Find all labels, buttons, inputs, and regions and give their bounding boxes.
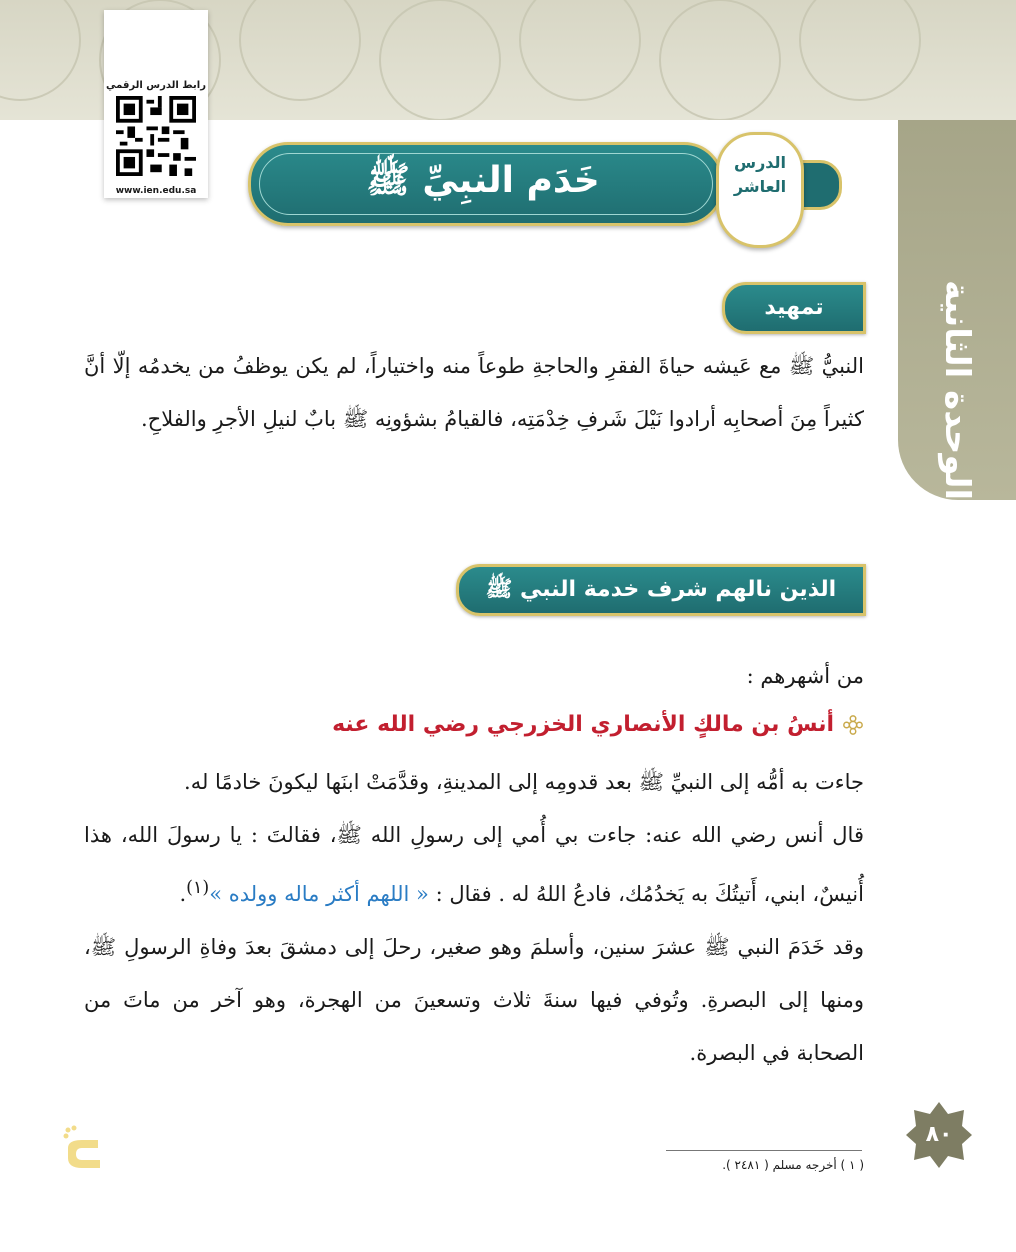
footnote-divider	[666, 1150, 862, 1151]
publisher-logo-icon	[58, 1124, 108, 1184]
qr-label: رابط الدرس الرقمي	[106, 80, 206, 91]
person-heading	[332, 712, 864, 737]
flower-ornament-icon	[842, 714, 864, 736]
lesson-number-line1: الدرس	[733, 153, 787, 172]
qr-url[interactable]: www.ien.edu.sa	[115, 186, 197, 196]
intro-paragraph	[84, 340, 864, 446]
person-paragraph: جاءت به أمُّه إلى النبيِّ ﷺ بعد قدومِه إلى المدينةِ، وقدَّمَتْ ابنَها ليكونَ خادمًا له. قال أنس رضي الله عنه: جاءت بي أُمي إلى رسولِ الله ﷺ، فقالتَ : يا رسولَ الله، هذا أُنيسٌ، ابني، أَتيتُكَ به يَخدُمُك، فادعُ اللهُ له . فقال : « اللهم أكثر ماله وولده »$^{(١)}$. وقد خَدَمَ النبي ﷺ عشرَ سنين، وأسلمَ وهو صغير، رحلَ إلى دمشقَ بعدَ وفاةِ الرسولِ ﷺ، ومنها إلى البصرةِ. وتُوفي فيها سنةَ ثلاث وتسعينَ من الهجرة، وهو آخر من ماتَ من الصحابة في البصرة.	[84, 756, 864, 1080]
prophet-quote: « اللهم أكثر ماله وولده »	[209, 882, 429, 906]
qr-card[interactable]	[104, 10, 208, 198]
person-line3: وقد خَدَمَ النبي ﷺ عشرَ سنين، وأسلمَ وهو صغير، رحلَ إلى دمشقَ بعدَ وفاةِ الرسولِ ﷺ، ومنها إلى البصرةِ. وتُوفي فيها سنةَ ثلاث وتسعينَ من الهجرة، وهو آخر من ماتَ من الصحابة في البصرة.	[84, 935, 864, 1065]
intro-heading: تمهيد	[722, 282, 866, 334]
footnote-ref[interactable]: (١)	[186, 878, 210, 898]
famous-label: من أشهرهم :	[746, 664, 864, 688]
person-line1: جاءت به أمُّه إلى النبيِّ ﷺ بعد قدومِه إلى المدينةِ، وقدَّمَتْ ابنَها ليكونَ خادمًا له.	[184, 770, 864, 794]
person-name: أنسُ بن مالكٍ الأنصاري الخزرجي رضي الله عنه	[332, 712, 834, 737]
intro-text: النبيُّ ﷺ مع عَيشه حياةَ الفقرِ والحاجةِ طوعاً منه واختياراً، لم يكن يوظفُ من يخدمُه إلّا أنَّ كثيراً مِنَ أصحابِه أرادوا نَيْلَ شَرفِ خِدْمَتِه، فالقيامُ بشؤونِه ﷺ بابٌ لنيلِ الأجرِ والفلاحِ.	[84, 354, 864, 431]
footnote: ( ١ ) أخرجه مسلم ( ٢٤٨١ ).	[722, 1158, 864, 1172]
lesson-number-line2: العاشر	[733, 177, 787, 196]
page-number-badge	[904, 1100, 974, 1170]
lesson-title: خَدَم النبِيِّ ﷺ	[366, 160, 600, 201]
servants-heading: الذين نالهم شرف خدمة النبي ﷺ	[456, 564, 866, 616]
page-number: ٨٠	[925, 1122, 953, 1147]
person-line2: قال أنس رضي الله عنه: جاءت بي أُمي إلى رسولِ الله ﷺ، فقالتَ : يا رسولَ الله، هذا أُنيسٌ، ابني، أَتيتُكَ به يَخدُمُك، فادعُ اللهُ له . فقال :	[84, 823, 864, 906]
qr-code-icon[interactable]	[116, 96, 196, 176]
famous-label-block	[84, 650, 864, 703]
lesson-number-badge	[716, 132, 804, 248]
unit-title: الوحدة الثانية	[937, 279, 977, 500]
